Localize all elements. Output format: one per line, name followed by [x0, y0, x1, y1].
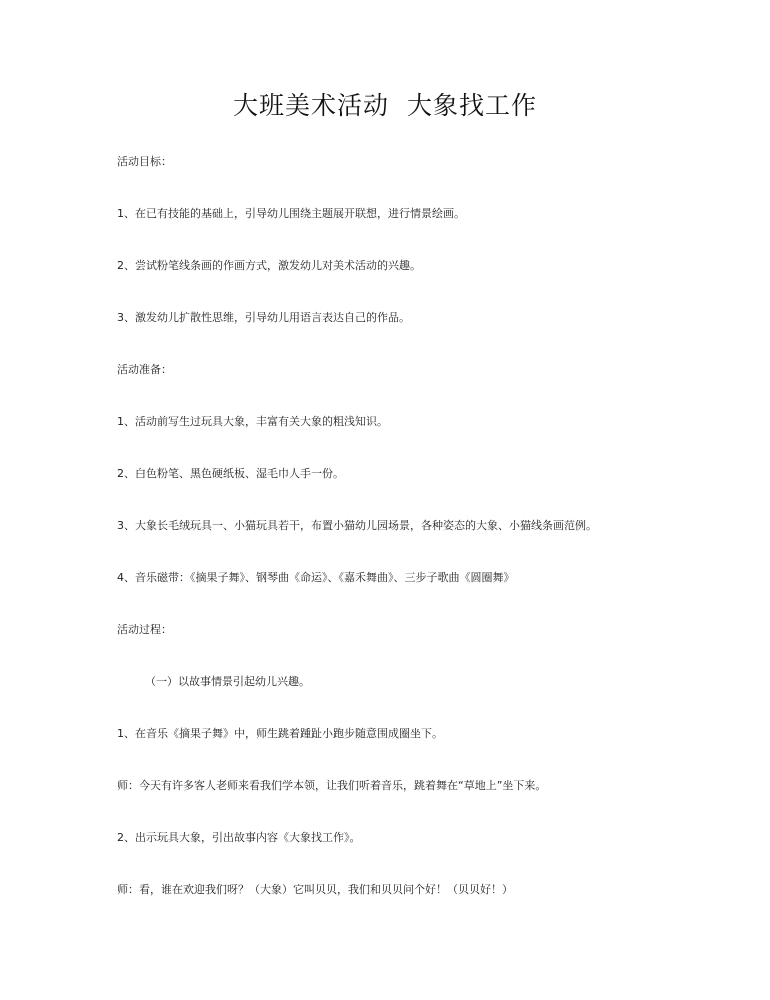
- process-item-2: 2、出示玩具大象，引出故事内容《大象找工作》。: [117, 831, 361, 844]
- prep-item-1: 1、活动前写生过玩具大象，丰富有关大象的粗浅知识。: [117, 415, 388, 428]
- goal-item-3: 3、激发幼儿扩散性思维，引导幼儿用语言表达自己的作品。: [117, 311, 410, 324]
- process-item-1: 1、在音乐《摘果子舞》中，师生跳着踵趾小跑步随意围成圈坐下。: [117, 727, 443, 740]
- goals-heading: 活动目标：: [117, 155, 172, 168]
- teacher-line-2: 师：看，谁在欢迎我们呀？（大象）它叫贝贝，我们和贝贝问个好！（贝贝好！）: [117, 883, 513, 896]
- document-title: 大班美术活动 大象找工作: [233, 91, 537, 120]
- prep-item-4: 4、音乐磁带：《摘果子舞》、钢琴曲《命运》、《嘉禾舞曲》、三步子歌曲《圆圈舞》: [117, 571, 515, 584]
- process-heading: 活动过程：: [117, 623, 172, 636]
- prep-item-3: 3、大象长毛绒玩具一、小猫玩具若干，布置小猫幼儿园场景，各种姿态的大象、小猫线条画范例。: [117, 519, 597, 532]
- prep-item-2: 2、白色粉笔、黑色硬纸板、湿毛巾人手一份。: [117, 467, 344, 480]
- process-step-intro: （一）以故事情景引起幼儿兴趣。: [145, 675, 310, 688]
- goal-item-2: 2、尝试粉笔线条画的作画方式，激发幼儿对美术活动的兴趣。: [117, 259, 421, 272]
- goal-item-1: 1、在已有技能的基础上，引导幼儿围绕主题展开联想，进行情景绘画。: [117, 207, 465, 220]
- teacher-line-1: 师：今天有许多客人老师来看我们学本领，让我们听着音乐，跳着舞在“草地上”坐下来。: [117, 779, 547, 792]
- prep-heading: 活动准备：: [117, 363, 172, 376]
